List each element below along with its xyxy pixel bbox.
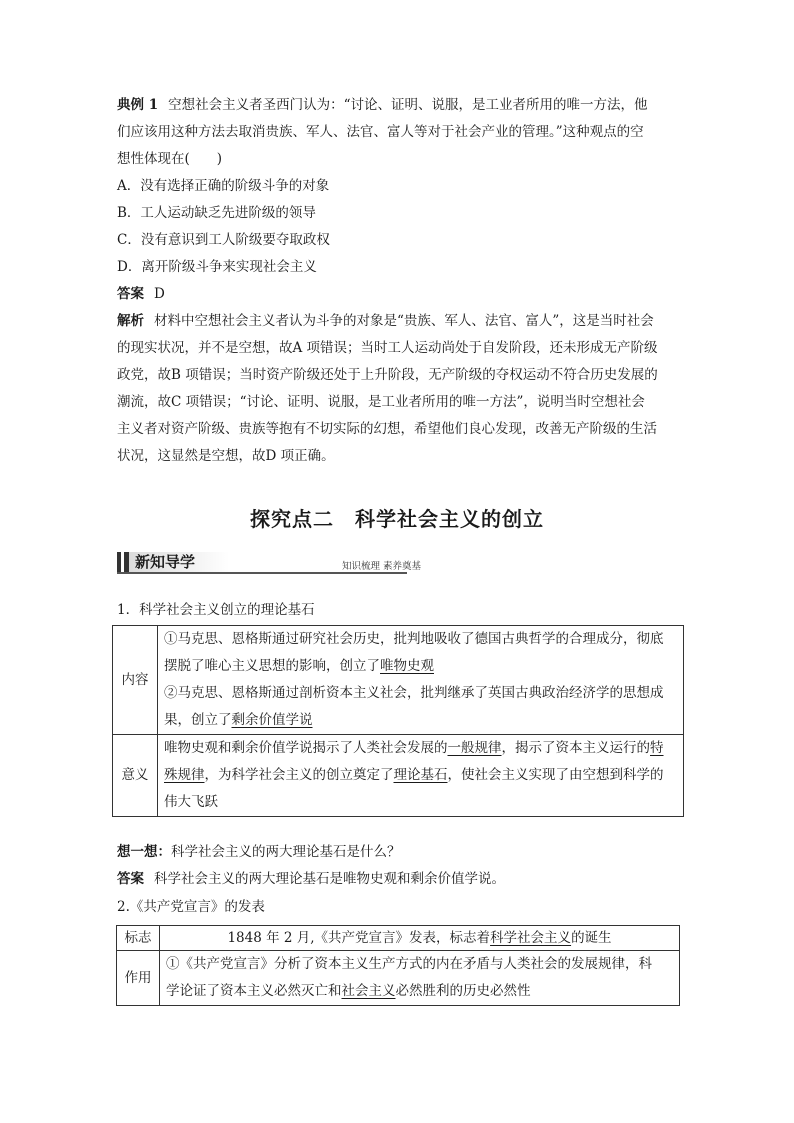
underlined-term: 社会主义 (341, 983, 396, 999)
analysis-line-2: 的现实状况，并不是空想，故A 项错误；当时工人运动尚处于自发阶段，还未形成无产阶级 (117, 340, 658, 356)
row-label-content: 内容 (113, 626, 158, 735)
underlined-term: 科学社会主义 (490, 930, 572, 946)
point1-heading: 1．科学社会主义创立的理论基石 (117, 602, 315, 618)
table-row (113, 626, 684, 735)
table-row (117, 926, 680, 951)
row-content: ①马克思、恩格斯通过研究社会历史，批判地吸收了德国古典哲学的合理成分，彻底 摆脱了唯心主义思想的影响，创立了唯物史观 ②马克思、恩格斯通过剖析资本主义社会，批判继承了英国古典政治经济学的思想成 果，创立了剩余价值学说 (158, 626, 684, 735)
row-label-role: 作用 (117, 951, 160, 1006)
table-row (113, 735, 684, 817)
row-significance: 唯物史观和剩余价值学说揭示了人类社会发展的一般规律，揭示了资本主义运行的特 殊规律，为科学社会主义的创立奠定了理论基石，使社会主义实现了由空想到科学的 伟大飞跃 (158, 735, 684, 817)
example-block (117, 92, 683, 470)
option-a: A．没有选择正确的阶级斗争的对象 (117, 178, 330, 194)
option-b: B．工人运动缺乏先进阶级的领导 (117, 205, 316, 221)
banner-title: 新知导学 (135, 553, 196, 571)
example-label: 典例 1 (117, 97, 159, 113)
think-answer: 答案 科学社会主义的两大理论基石是唯物史观和剩余价值学说。 (117, 871, 505, 887)
row-label-mark: 标志 (117, 926, 160, 951)
option-c: C．没有意识到工人阶级要夺取政权 (117, 232, 330, 248)
row-mark: 1848 年 2 月,《共产党宣言》发表，标志着科学社会主义的诞生 (160, 926, 680, 951)
manifesto-table (116, 925, 680, 1006)
analysis-label: 解析 (117, 313, 144, 329)
banner-underline (117, 572, 407, 574)
point2-heading: 2.《共产党宣言》的发表 (117, 899, 265, 915)
section-banner (117, 550, 422, 574)
option-d: D．离开阶级斗争来实现社会主义 (117, 259, 317, 275)
analysis-line-1: 解析 材料中空想社会主义者认为斗争的对象是“贵族、军人、法官、富人”，这是当时社会 (117, 313, 654, 329)
think-label: 想一想： (117, 844, 171, 860)
think-answer-label: 答案 (117, 871, 144, 887)
underlined-term: 殊规律 (164, 767, 205, 783)
table-row (117, 951, 680, 1006)
section-title: 探究点二 科学社会主义的创立 (250, 507, 544, 531)
row-label-significance: 意义 (113, 735, 158, 817)
question-line-2: 们应该用这种方法去取消贵族、军人、法官、富人等对于社会产业的管理。”这种观点的空 (117, 124, 644, 140)
question-line-1: 典例 1 空想社会主义者圣西门认为：“讨论、证明、说服，是工业者所用的唯一方法，他 (117, 97, 648, 113)
banner-subtitle: 知识梳理 素养奠基 (342, 561, 422, 572)
think-question: 想一想：科学社会主义的两大理论基石是什么？ (117, 844, 401, 860)
underlined-term: 特 (650, 740, 664, 756)
row-role: ①《共产党宣言》分析了资本主义生产方式的内在矛盾与人类社会的发展规律，科 学论证了资本主义必然灭亡和社会主义必然胜利的历史必然性 (160, 951, 680, 1006)
underlined-term: 剩余价值学说 (231, 712, 313, 728)
banner-bar-stripe (121, 552, 124, 572)
analysis-line-3: 政党，故B 项错误；当时资产阶级还处于上升阶段，无产阶级的夺权运动不符合历史发展的 (117, 367, 658, 383)
answer-label: 答案 (117, 286, 144, 302)
analysis-line-6: 状况，这显然是空想，故D 项正确。 (117, 448, 335, 464)
underlined-term: 唯物史观 (380, 658, 434, 674)
analysis-line-5: 主义者对资产阶级、贵族等抱有不切实际的幻想，希望他们良心发现，改善无产阶级的生活 (117, 421, 657, 437)
analysis-line-4: 潮流，故C 项错误；“讨论、证明、说服，是工业者所用的唯一方法”，说明当时空想社会 (117, 394, 645, 410)
answer-value: D (154, 286, 165, 302)
underlined-term: 理论基石 (393, 767, 448, 783)
question-line-3: 想性体现在( ) (117, 151, 223, 167)
theory-table (112, 625, 684, 817)
underlined-term: 一般规律 (447, 740, 502, 756)
answer-line (117, 281, 683, 308)
